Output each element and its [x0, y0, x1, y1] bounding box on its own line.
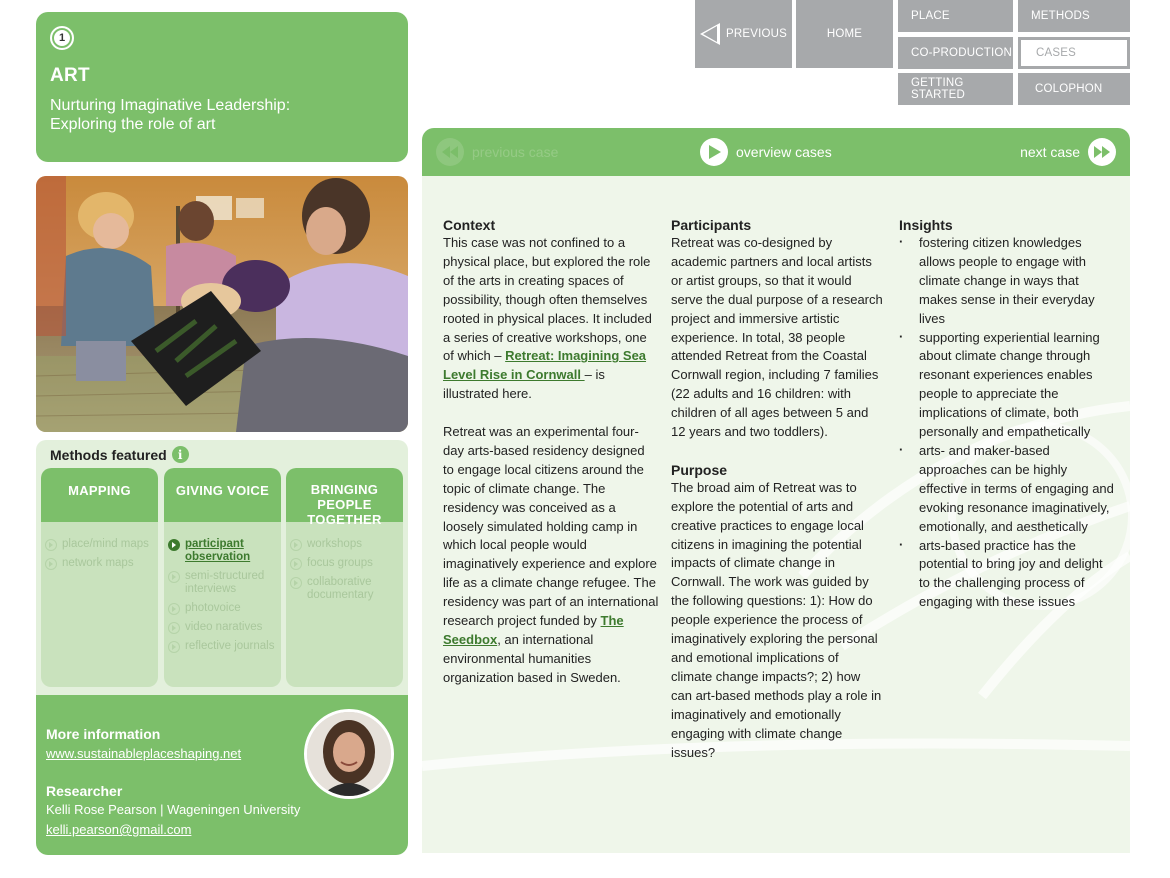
- case-navigation-bar: [422, 128, 1130, 176]
- play-icon: [45, 558, 57, 570]
- insights-column: [899, 216, 1115, 612]
- method-column-title: GIVING VOICE: [164, 468, 281, 522]
- method-item-label: focus groups: [307, 557, 373, 569]
- method-item[interactable]: [45, 538, 154, 551]
- context-text: This case was not confined to a physical place, but explored the role of the arts in creating spaces of possibility, though often themselves rooted in physical places. It included a series of creative workshops, one of which –: [443, 235, 652, 364]
- rewind-icon: [436, 138, 464, 166]
- methods-featured-heading: [50, 446, 189, 463]
- play-icon: [700, 138, 728, 166]
- seedbox-link[interactable]: The Seedbox: [443, 613, 624, 648]
- participants-heading: Participants: [671, 217, 752, 233]
- case-number: 1: [58, 32, 66, 44]
- context-text: , an international environmental humanities organization based in Sweden.: [443, 632, 621, 685]
- purpose-heading: Purpose: [671, 461, 728, 478]
- method-item-selected[interactable]: [168, 538, 277, 564]
- case-subtitle: [50, 96, 394, 134]
- context-text: Retreat was an experimental four-day arts-based residency designed to engage local citizens around the topic of climate change. The residency was conceived as a loosely simulated holding camp in which local people would imaginatively experience and explore life as a climate change refugee. The residency was part of an international research project funded by: [443, 424, 659, 629]
- purpose-text: The broad aim of Retreat was to explore the potential of arts and creative practices to engage local citizens in imagining the potential impacts of climate change in Cornwall. The work was guided by the following questions: 1): How do people experience the process of imaginatively exploring the personal and emotional implications of climate change impacts?; 2) how can art-based methods play a role in imaginatively and emotionally engaging with climate change issues?: [671, 479, 882, 760]
- method-item-label: participant observation: [185, 538, 251, 563]
- context-column: [443, 216, 659, 688]
- play-icon: [290, 577, 302, 589]
- method-item[interactable]: [290, 576, 399, 602]
- methods-featured-panel: [36, 440, 408, 695]
- play-icon: [168, 641, 180, 653]
- previous-case-label: previous case: [472, 144, 559, 160]
- nav-getting-started[interactable]: [898, 73, 1013, 105]
- nav-coproduction[interactable]: [898, 37, 1013, 69]
- method-item[interactable]: [168, 570, 277, 596]
- context-heading: Context: [443, 217, 496, 233]
- researcher-name: Kelli Rose Pearson | Wageningen University: [46, 802, 301, 817]
- method-item[interactable]: [45, 557, 154, 570]
- insight-item: · arts-based practice has the potential to bring joy and delight to the challenging process of engaging with these issues: [899, 537, 1115, 613]
- website-link[interactable]: www.sustainableplaceshaping.net: [46, 746, 242, 761]
- method-item-label: video naratives: [185, 621, 263, 633]
- insight-item: · arts- and maker-based approaches can be highly effective in terms of engaging and evoking resonance imaginatively, emotionally, and aesthetically: [899, 442, 1115, 537]
- insight-item: · fostering citizen knowledges allows people to engage with climate change in ways that makes sense in their everyday lives: [899, 234, 1115, 329]
- method-item-label: network maps: [62, 557, 134, 569]
- method-item-label: photovoice: [185, 602, 241, 614]
- case-title: ART: [50, 65, 90, 86]
- method-item[interactable]: [290, 557, 399, 570]
- more-information-heading: More information: [46, 726, 161, 742]
- workshop-photo: [36, 176, 408, 432]
- case-number-badge: [50, 26, 74, 50]
- retreat-link[interactable]: Retreat: Imagining Sea Level Rise in Cornwall: [443, 348, 647, 383]
- fast-forward-icon: [1088, 138, 1116, 166]
- insights-heading: Insights: [899, 217, 953, 233]
- play-icon: [290, 558, 302, 570]
- researcher-email-link[interactable]: kelli.pearson@gmail.com: [46, 822, 192, 837]
- case-detail-panel: [422, 128, 1130, 853]
- more-information-panel: [36, 695, 408, 855]
- method-column-title: MAPPING: [41, 468, 158, 522]
- methods-heading-label: Methods featured: [50, 446, 167, 463]
- next-case-label: next case: [1020, 144, 1080, 160]
- insights-list: [899, 234, 1115, 612]
- case-subtitle-line1: Nurturing Imaginative Leadership:: [50, 97, 291, 114]
- home-label: HOME: [826, 28, 863, 40]
- nav-colophon[interactable]: [1018, 73, 1130, 105]
- overview-cases-label: overview cases: [736, 144, 832, 160]
- researcher-avatar: [304, 709, 394, 799]
- method-item[interactable]: [290, 538, 399, 551]
- insight-item: · supporting experiential learning about climate change through resonant experiences enables people to appreciate the implications of climate, both personally and empathetically: [899, 329, 1115, 442]
- nav-cases[interactable]: [1018, 37, 1130, 69]
- nav-coproduction-label: CO-PRODUCTION: [911, 47, 1012, 59]
- method-item-label: reflective journals: [185, 640, 275, 652]
- method-column-mapping: [41, 468, 158, 687]
- info-icon[interactable]: i: [172, 446, 189, 463]
- previous-label: PREVIOUS: [725, 28, 788, 40]
- play-icon: [45, 539, 57, 551]
- method-item[interactable]: [168, 621, 277, 634]
- nav-colophon-label: COLOPHON: [1035, 83, 1103, 95]
- previous-arrow-icon: [700, 23, 720, 45]
- home-button[interactable]: [796, 0, 893, 68]
- context-text: – is illustrated here.: [443, 367, 605, 402]
- method-item[interactable]: [168, 602, 277, 615]
- nav-place-label: PLACE: [911, 10, 950, 22]
- nav-methods[interactable]: [1018, 0, 1130, 32]
- play-icon: [168, 571, 180, 583]
- method-item-label: workshops: [307, 538, 362, 550]
- case-title-card: [36, 12, 408, 162]
- nav-getting-started-label: GETTING STARTED: [911, 77, 966, 101]
- method-item-label: collaborative documentary: [307, 576, 374, 601]
- participants-text: Retreat was co-designed by academic partners and local artists or artist groups, so that it would serve the dual purpose of a research project and immersive artistic experience. In total, 38 people attended Retreat from the Coastal Cornwall region, including 7 families (22 adults and 16 children: with children of all ages between 5 and 12 years and two toddlers).: [671, 235, 883, 440]
- researcher-heading: Researcher: [46, 783, 123, 799]
- overview-cases-button[interactable]: [700, 128, 832, 176]
- method-item[interactable]: [168, 640, 277, 653]
- play-icon: [168, 622, 180, 634]
- participants-purpose-column: [671, 216, 883, 762]
- previous-page-button[interactable]: [695, 0, 792, 68]
- play-icon: [168, 539, 180, 551]
- previous-case-button[interactable]: [436, 128, 558, 176]
- nav-place[interactable]: [898, 0, 1013, 32]
- method-column-bringing-people-together: [286, 468, 403, 687]
- method-item-label: place/mind maps: [62, 538, 149, 550]
- play-icon: [168, 603, 180, 615]
- context-paragraph-2: [443, 423, 659, 688]
- nav-cases-label: CASES: [1036, 47, 1076, 59]
- nav-methods-label: METHODS: [1031, 10, 1090, 22]
- case-subtitle-line2: Exploring the role of art: [50, 116, 216, 133]
- next-case-button[interactable]: [1020, 128, 1116, 176]
- context-paragraph-1: [443, 234, 659, 404]
- method-item-label: semi-structured interviews: [185, 570, 265, 595]
- method-column-giving-voice: [164, 468, 281, 687]
- play-icon: [290, 539, 302, 551]
- method-column-title: BRINGING PEOPLE TOGETHER: [286, 468, 403, 522]
